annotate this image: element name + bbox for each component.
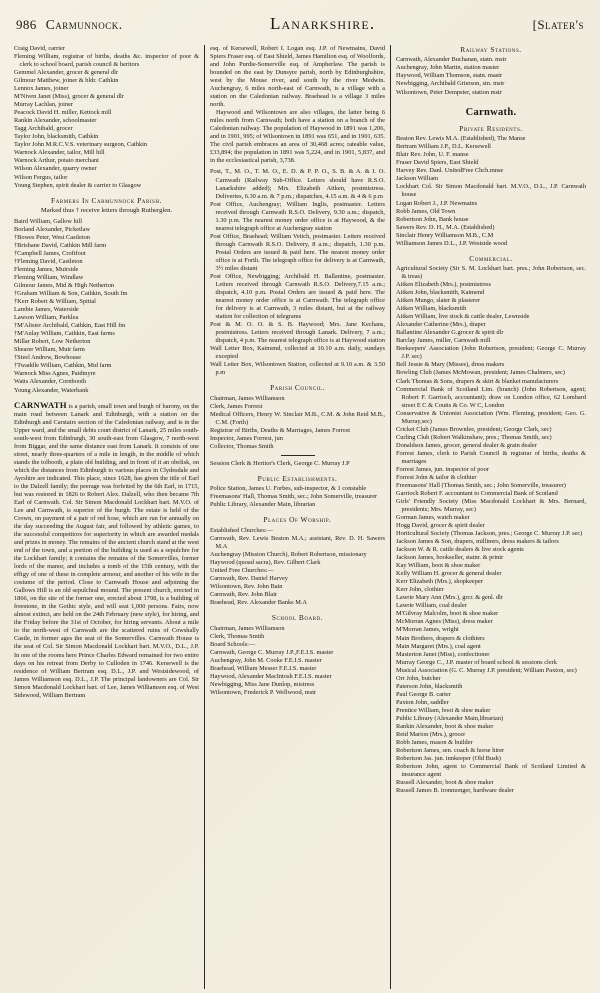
- places-of-worship-list: [210, 527, 385, 607]
- list-item: Taylor John, blacksmith, Cathkin: [14, 133, 99, 141]
- list-item: Paul George B. carter: [396, 690, 451, 698]
- list-item: Kerr John, clothier: [396, 586, 444, 594]
- list-item: Auchengray, John Martin, station master: [396, 64, 500, 72]
- list-item: Girls' Friendly Society (Miss Macdonald Lockhart & Mrs. Bernard, presidents; Mrs. Murray, sec): [396, 497, 586, 514]
- list-item: Main Brothers, drapers & clothiers: [396, 634, 485, 642]
- list-item: Cricket Club (James Brownlee, president; George Clark, sec): [396, 425, 552, 433]
- list-item: Garrioch Robert F. accountant to Commercial Bank of Scotland: [396, 489, 558, 497]
- list-item: Post, T., M. O., T. M. O., E. D. & P. P. O., S. B. & A. & I. O. Carnwath (Railway Sub-Office. Letters should have R.S.O. Lanarkshire added); Mrs. Elizabeth Aitken, postmistress. Deliveries, 6.30 a.m. & 7 p.m.; dispatches, 4.15 a.m. & 4 & 6 p.m: [210, 168, 385, 200]
- list-item: Conservative & Unionist Association (Wm. Fleming, president; Geo. G. Murray,sec): [396, 409, 586, 425]
- running-head: [16, 14, 584, 36]
- list-item: Registrar of Births, Deaths & Marriages, James Forrest: [210, 426, 351, 434]
- railway-stations-heading: Railway Stations.: [460, 45, 522, 54]
- list-item: Carnwath, Alexander Buchanan, statn. mstr: [396, 56, 507, 64]
- list-item: Jackson William: [396, 175, 439, 183]
- list-item: Barclay James, miller, Carnwath mill: [396, 337, 491, 345]
- list-item: M'Niven Janet (Miss), grocer & general dlr: [14, 93, 124, 101]
- list-item: United Free Churches:—: [210, 566, 274, 574]
- running-head-left: [16, 17, 123, 33]
- list-item: Shearer William, Muir farm: [14, 346, 85, 354]
- list-item: Baird William, Gallow hill: [14, 217, 82, 225]
- text-columns: [14, 45, 586, 989]
- list-item: Freemasons' Hall, Thomas Smith, sec.; John Somerville, treasurer: [210, 493, 378, 501]
- list-item: Tagg Archibald, grocer: [14, 125, 73, 133]
- school-board-heading: School Board.: [271, 613, 324, 623]
- list-item: Fleming James, Muirside: [14, 266, 79, 274]
- list-item: Lambie James, Waterside: [14, 306, 79, 314]
- list-item: Aitken Mungo, slater & plasterer: [396, 297, 481, 305]
- list-item: Borland Alexander, Picketlaw: [14, 225, 91, 233]
- carnwath-lead-word: CARNWATH: [14, 399, 67, 410]
- farmers-section-note: Marked thus † receive letters through Rutherglen.: [40, 206, 173, 214]
- list-item: Paxton John, saddler: [396, 698, 449, 706]
- list-item: Wilsontown, Frederick P. Wellwood, mstr: [210, 688, 317, 696]
- list-item: Clark Thomas & Sons, drapers & skirt & blanket manufacturers: [396, 377, 559, 385]
- list-item: Young Stephen, spirit dealer & carrier to Glasgow: [14, 181, 142, 189]
- list-item: Public Library (Alexander Main,librarian): [396, 714, 504, 722]
- list-item: Wilson Fergus, tailor: [14, 173, 68, 181]
- list-item: Robb James, mason & builder: [396, 738, 473, 746]
- list-item: Warnock Miss Agnes, Paidmyre: [14, 370, 96, 378]
- running-head-county: Lanarkshire.: [270, 14, 376, 33]
- list-item: Carnwath, Rev. John Blair: [210, 591, 278, 599]
- commercial-list: [396, 265, 586, 795]
- list-item: Lennox James, joiner: [14, 85, 69, 93]
- list-item: Agricultural Society (Sir S. M. Lockhart bart. pres.; John Robertson, sec. & treas): [396, 265, 586, 281]
- private-residents-list: [396, 135, 586, 247]
- public-establishments-heading: Public Establishments.: [257, 473, 338, 483]
- commercial-heading: Commercial.: [469, 253, 513, 263]
- list-item: Main Margaret (Mrs.), coal agent: [396, 642, 481, 650]
- list-item: Robertson Jas. jun. innkeeper (Old Bush): [396, 754, 501, 762]
- list-item: Horticultural Society (Thomas Jackson, pres.; George C. Murray J.P. sec): [396, 530, 583, 538]
- list-item: Logan Robert J., J.P. Newmains: [396, 199, 478, 207]
- list-item: Gilmour Matthew, joiner & bldr. Cathkin: [14, 77, 119, 85]
- list-item: Bell Jessie & Mary (Misses), dress makers: [396, 361, 505, 369]
- list-item: Gilmour James, Mid & High Netherton: [14, 282, 115, 290]
- list-item: Board Schools:—: [210, 640, 256, 648]
- list-item: Inspector, James Forrest, jun: [210, 434, 283, 442]
- list-item: †Kerr Robert & William, Spittal: [14, 298, 96, 306]
- list-item: Robertson John, Bank house: [396, 215, 469, 223]
- list-item: Auchengray, John M. Cooke F.E.I.S. master: [210, 656, 322, 664]
- list-item: Clerk, James Forrest: [210, 402, 263, 410]
- list-item: Young Alexander, Waterbank: [14, 386, 89, 394]
- running-head-place: Carmunnock.: [45, 17, 123, 32]
- list-item: Carnwath, Rev. Lewis Beaton M.A.; assistant, Rev. D. H. Sawers M.A: [210, 534, 385, 550]
- public-establishments-list: [210, 485, 385, 509]
- list-item: Taylor John M.R.C.V.S. veterinary surgeon, Cathkin: [14, 141, 148, 149]
- list-item: Lockhart Col. Sir Simon Macdonald bart. M.V.O., D.L., J.P. Carnwath house: [396, 183, 586, 199]
- list-item: †Twaddle William, Cathkin, Mid farm: [14, 362, 112, 370]
- list-item: Braehead, William Messer F.E.I.S. master: [210, 664, 317, 672]
- railway-stations-list: [396, 56, 586, 96]
- list-item: Craig David, carrier: [14, 45, 65, 52]
- list-item: †Graham William & Son, Cathkin, South fm: [14, 290, 128, 298]
- list-item: Haywood (quoad sacra), Rev. Gilbert Clark: [210, 558, 321, 566]
- column-three: [391, 45, 586, 989]
- list-item: Gemmel Alexander, grocer & general dlr: [14, 69, 119, 77]
- list-item: Robb James, Old Town: [396, 207, 456, 215]
- list-item: Fleming William, registrar of births, deaths &c. inspector of poor & clerk to school board, parish council & heritors: [14, 53, 199, 69]
- list-item: †Campbell James, Croftfoot: [14, 249, 86, 257]
- carnwath-description-continued: esq. of Kersewell, Robert I. Logan esq. J.P. of Newmains, David Spiers Fraser esq. of East Shield, James Hamilton esq. of Woolfords, and John Purdie-Somerville esq. of Ampherlaw. The parish is bounded on the east by Dunsyre parish, north by Edinburghshire, west by the Mouse river, and south by the river Medwin. Auchengray, 6 miles north-east of Carnwath, is a village with a station on the Caledonian railway. Braehead is a village 3 miles north.: [210, 45, 385, 109]
- list-item: M'Morran James, wright: [396, 626, 459, 634]
- list-item: Murray Lachlan, joiner: [14, 101, 74, 109]
- list-item: Bowling Club (James McMowan, president; James Chalmers, sec): [396, 369, 565, 377]
- carnwath-description: [14, 400, 199, 700]
- list-item: Gorman James, watch maker: [396, 514, 470, 522]
- list-item: Hogg David, grocer & spirit dealer: [396, 522, 485, 530]
- session-clerk-entry: Session Clerk & Heritor's Clerk, George C. Murray J.P: [210, 459, 350, 467]
- list-item: Orr John, butcher: [396, 674, 441, 682]
- list-item: Millar Robert, Low Netherton: [14, 338, 91, 346]
- list-item: Forrest John & tailor & clothier: [396, 473, 477, 481]
- list-item: Commercial Bank of Scotland Lim. (branch) (John Robertson, agent; Robert F. Garrioch, accountant); draw on London office, 62 Lombard street E C & Coutts & Co. W C, London: [396, 385, 586, 409]
- list-item: Alexander Catherine (Mrs.), draper: [396, 321, 486, 329]
- page-folio-number: 986: [16, 17, 37, 32]
- town-heading-carnwath: Carnwath.: [465, 106, 517, 118]
- list-item: Post Office, Braehead; William Veitch, postmaster. Letters received through Carnwath R.S.O. Delivery, 8 a.m.; dispatch, 1.30 p.m. Postal Orders are issued & paid here. The nearest money order office is at Forth. The telegraph office for delivery is at Carnwath, 3½ miles distant: [210, 232, 385, 272]
- list-item: Wilsontown, Peter Dempster, station mstr: [396, 88, 502, 96]
- list-item: Peacock David H. miller, Kettock mill: [14, 109, 112, 117]
- list-item: Ballantine Alexander G.grocer & spirit dlr: [396, 329, 504, 337]
- list-item: Carnwath, George C. Murray J.P.,F.E.I.S. master: [210, 648, 334, 656]
- list-item: Newbigging, Archibald Grierson, stn. mstr: [396, 80, 505, 88]
- school-board-list: [210, 625, 385, 697]
- list-item: Russell Alexander, boot & shoe maker: [396, 779, 494, 787]
- list-item: McMorran Agnes (Miss), dress maker: [396, 618, 493, 626]
- running-head-publisher: [Slater's: [532, 17, 584, 32]
- list-item: Musical Association (G. C. Murray J.P. president; William Paxton, sec): [396, 666, 577, 674]
- list-item: Rankin Alexander, schoolmaster: [14, 117, 97, 125]
- list-item: Bertram William J.P., D.L. Kersewell: [396, 143, 491, 151]
- list-item: Robertson James, sen. coach & horse hirer: [396, 746, 505, 754]
- list-item: Public Library, Alexander Main, librarian: [210, 501, 316, 509]
- list-item: Kelly William H. grocer & general dealer: [396, 570, 502, 578]
- list-item: Carnwath, Rev. Daniel Harvey: [210, 574, 288, 582]
- list-item: Lawrie Mary Ann (Mrs.), grcr. & genl. dlr: [396, 594, 503, 602]
- list-item: Police Station, James U. Forbes, sub-inspector, & 1 constable: [210, 485, 367, 493]
- list-item: Aitken William, live stock & cattle dealer, Lewnside: [396, 313, 530, 321]
- column-two: [204, 45, 391, 989]
- list-item: Wilson Alexander, quarry owner: [14, 165, 97, 173]
- farmers-list: [14, 218, 199, 395]
- list-item: †Steel Andrew, Bowhouse: [14, 354, 82, 362]
- list-item: Masterton Janet (Miss), confectioner: [396, 650, 490, 658]
- parish-council-heading: Parish Council.: [270, 383, 325, 393]
- list-item: Williamson James D.L., J.P. Westside wood: [396, 239, 508, 247]
- carnwath-description-text: is a parish, small town and burgh of barony, on the main road between Lanark and Edinburgh, with a station on the Edinburgh and Carstairs section of the Caledonian railway, and is in the Upper ward, and the small debts court district of Lanark, 25 miles south-south-west from Edinburgh, 30 south-east from Glasgow, 7 north-west from Biggar, and the same distance east from Lanark. It consists of one street, nearly three-quarters of a mile in length, in the middle of which stands the tolbooth, a plain old building, and in front of it an obelisk, on which the distances from Edinburgh to various places in Clydesdale and Ayrshire are indicated. This place, since 1628, has given the title of Earl to the Dalzell family; the peerage was forfeited by the 6th Earl, in 1715, but was restored in 1826 to Robert Alex. Dalzell, who then became 7th Earl of Carnwath. Col. Sir Simon Macdonald Lockhart bart. M.V.O. of Lee and Carnwath, is superior of the burgh. The estate is held of the Crown, on payment of a pair of red hose, which are run for annually on the day succeeding the August fair, and followed by athletic games, to the successful competitors for superiority in which are awarded medals and prizes in money. The remains of the ancient church stand at the west end of the town, and a portion of the building is used as a sepulchre for the Lockhart family; it contains the remains of the Somervilles, former lords of the manor, and includes a tomb of the 15th century, with the effigy of one of these in complete armour, and another of his wife in the costume of the period. Close to Carnwath House and adjoining the Gallows Hill is an old sepulchral mound. The present church, erected in 1866, on the site of the former one, erected about 1798, is a building of freestone, in the Gothic style, and will seat 1,000 persons. Fairs, now almost extinct, are held on the 24th February (new style), for hiring, and the Friday before the 31st of October, for hiring servants. About a mile to the north-west of Carnwath are the scattered ruins of Cowshally Castle, in former ages the seat of the Somervilles. Carnwath House is the seat of Col. Sir Simon Macdonald Lockhart bart. M.V.O., D.L., J.P. In one of the rooms here Prince Charles Edward remained for two entire days on his retreat from Derby to Culloden in 1746. Kersewell is the residence of William Bertram esq. D.L., J.P. and Westsidewood, of James Williamson esq. D.L., J.P. The principal landowners are Col. Sir Simon Macdonald Lockhart bart. of Lee, James Williamson esq. of West Sidewood, William Bertram: [14, 402, 199, 699]
- list-item: Jackson James & Son, drapers, milliners, dress makers & tailors: [396, 538, 559, 546]
- list-item: Blair Rev. John, U. F. manse: [396, 151, 469, 159]
- list-item: Haywood, William Thomson, statn. mastr: [396, 72, 503, 80]
- list-item: †Bowes Peter, West Castleton: [14, 233, 90, 241]
- list-item: Jackson W. & R. cattle dealers & live stock agents: [396, 546, 524, 554]
- list-item: Medical Officers, Henry W. Sinclair M.B., C.M. & John Reid M.B., C.M. (Forth): [210, 410, 385, 426]
- list-item: Donaldson James, grocer, general dealer & grain dealer: [396, 441, 537, 449]
- list-item: Newbigging, Miss Jane Dunlop, mistress: [210, 680, 315, 688]
- list-item: Chairman, James Williamson: [210, 624, 285, 632]
- list-item: M'Gilvray Malcolm, boot & shoe maker: [396, 610, 499, 618]
- list-item: †M'Aulay William, Cathkin, East farms: [14, 330, 115, 338]
- list-item: Russell James B. ironmonger, hardware dealer: [396, 787, 514, 795]
- list-item: Reid Marion (Mrs.), grocer: [396, 730, 466, 738]
- list-item: Robertson John, agent to Commercial Bank of Scotland Limited & insurance agent: [396, 763, 586, 779]
- list-item: Aitken Elizabeth (Mrs.), postmistress: [396, 281, 491, 289]
- places-of-worship-heading: Places Of Worship.: [263, 515, 332, 525]
- list-item: †M'Alister Archibald, Cathkin, East Hill fm: [14, 322, 126, 330]
- section-divider-rule: [281, 455, 315, 456]
- list-item: Auchengray (Mission Church), Robert Robertson, missionary: [210, 550, 367, 558]
- list-item: Braehead, Rev. Alexander Banks M.A: [210, 599, 308, 607]
- list-item: Jackson James, bookseller, statnr. & printr: [396, 554, 504, 562]
- list-item: Prentice William, boot & shoe maker: [396, 706, 491, 714]
- private-residents-heading: Private Residents.: [459, 123, 523, 133]
- list-item: Wilsontown, Rev. John Bain: [210, 583, 283, 591]
- list-item: †Brisbane David, Cathkin Mill farm: [14, 241, 107, 249]
- list-item: Lawrie William, coal dealer: [396, 602, 467, 610]
- list-item: Fleming William, Windlaw: [14, 274, 84, 282]
- list-item: Fraser David Spiers, East Shield: [396, 159, 479, 167]
- list-item: Beekeepers' Association (John Robertson, president; George C. Murray J.P. sec): [396, 345, 586, 361]
- list-item: Warnock Arthur, potato merchant: [14, 157, 99, 165]
- list-item: Beaton Rev. Lewis M.A. (Established), The Manse: [396, 135, 526, 143]
- list-item: Aitken William, blacksmith: [396, 305, 467, 313]
- parish-council-list: [210, 395, 385, 451]
- list-item: Warnock Alexander, tailor, Mill hill: [14, 149, 105, 157]
- list-item: Forrest James, jun. inspector of poor: [396, 465, 489, 473]
- list-item: Post Office, Auchengray; William Inglis, postmaster. Letters received through Carnwath R.S.O. Delivery, 9.30 a.m.; dispatch, 1.30 p.m. The nearest money order office is at Haywood, & the nearest telegraph office at Auchengray station: [210, 200, 385, 232]
- list-item: Aitken John, blacksmith, Kaimend: [396, 289, 485, 297]
- list-item: Forrest James, clerk to Parish Council & registrar of births, deaths & marriages: [396, 449, 586, 465]
- list-item: Curling Club (Robert Walkinshaw, pres.; Thomas Smith, sec): [396, 433, 552, 441]
- post-office-list: [210, 168, 385, 377]
- list-item: Post Office, Newbigging; Archibald H. Ballantine, postmaster. Letters received through Carnwath R.S.O. Delivery,7.15 a.m.; dispatch, 4.10 p.m. Postal Orders are issued & paid here. The nearest money order office is at Carnwath. The telegraph office for delivery is at Carnwath, 3 miles distant, but at the railway station for collection of telegrams: [210, 272, 385, 321]
- list-item: Haywood, Alexander MacIntosh F.E.I.S. master: [210, 672, 332, 680]
- list-item: Paterson John, blacksmith: [396, 682, 463, 690]
- list-item: Murray George C., J.P. master of board school & sessions clerk: [396, 658, 557, 666]
- list-item: Post & M. O. O. & S. B. Haywood; Mrs. Jane Kechans, postmistress. Letters received through Lanark. Delivery, 7 a.m.; dispatch, 4 p.m. The nearest telegraph office is at Haywood station: [210, 321, 385, 345]
- list-item: Kerr Elizabeth (Mrs.), shopkeeper: [396, 578, 483, 586]
- list-item: Collector, Thomas Smith: [210, 442, 274, 450]
- list-item: Established Churches:—: [210, 526, 273, 534]
- list-item: Wall Letter Box, Wilsontown Station, collected at 9.10 a.m. & 3.50 p.m: [210, 361, 385, 377]
- list-item: Wall Letter Box, Kaimend, collected at 10.10 a.m. daily, sundays excepted: [210, 345, 385, 361]
- list-item: Sawers Rev. D. H., M.A. (Established): [396, 223, 495, 231]
- list-item: Clerk, Thomas Smith: [210, 632, 265, 640]
- carnwath-villages-paragraph: Haywood and Wilsontown are also villages, the latter being 6 miles north from Carnwath; both have a station on a branch of the Caledonian railway. The population of Haywood in 1891 was 1,206, and in 1901, 995; of Wilsontown in 1891 was 651, and in 1901, 635. The civil parish embraces an area of 30,468 acres; rateable value, £33,894; the population in 1891 was 5,224, and in 1901, 5,837, and in the ecclesiastical parish, 3,738.: [210, 109, 385, 165]
- list-item: Sinclair Henry Williamson M.B., C.M: [396, 231, 494, 239]
- carmunnock-traders-list: [14, 45, 199, 190]
- list-item: Harvey Rev. Danl. UnitedFree Chch.mnse: [396, 167, 504, 175]
- farmers-section-heading: Farmers In Carmunnock Parish.: [51, 195, 162, 205]
- column-one: [14, 45, 204, 989]
- list-item: Kay William, boot & shoe maker: [396, 562, 481, 570]
- list-item: †Fleming David, Castleton: [14, 258, 83, 266]
- list-item: Chairman, James Williamson: [210, 394, 285, 402]
- list-item: Rankin Alexander, boot & shoe maker: [396, 722, 494, 730]
- list-item: Lawson William, Parklea: [14, 314, 79, 322]
- list-item: Watts Alexander, Cornbooth: [14, 378, 86, 386]
- list-item: Freemasons' Hall (Thomas Smith, sec.; John Somerville, treasurer): [396, 481, 566, 489]
